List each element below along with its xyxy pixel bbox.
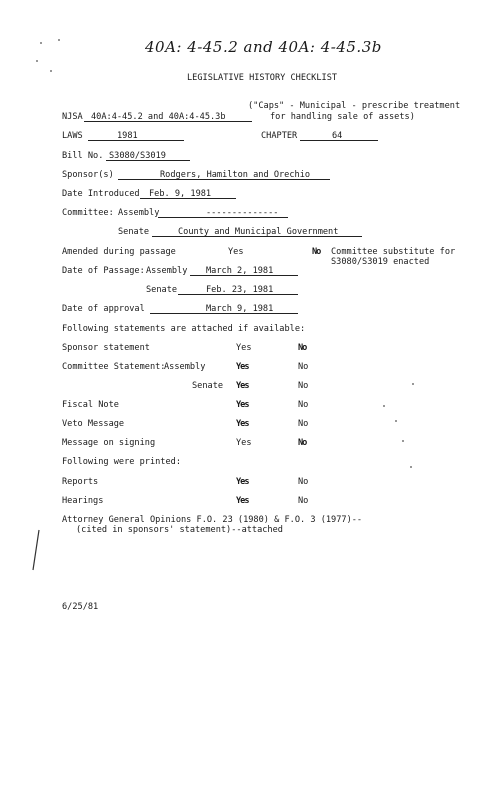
- statement-label: Fiscal Note: [62, 400, 119, 410]
- scan-speck: [383, 405, 385, 407]
- statement-yes-struck: Yes: [236, 400, 249, 410]
- passage-assembly-value: March 2, 1981: [206, 266, 274, 276]
- printed-yes-struck: Yes: [236, 477, 249, 487]
- statement-label: Veto Message: [62, 419, 125, 429]
- statement-label: Committee Statement:: [62, 362, 166, 372]
- amended-note-line1: Committee substitute for: [331, 247, 456, 257]
- scan-speck: [50, 70, 52, 72]
- statement-no-struck: No: [298, 343, 307, 353]
- scan-speck: [410, 466, 412, 468]
- opinions-line2: (cited in sponsors' statement)--attached: [76, 525, 283, 535]
- passage-assembly-label: Assembly: [146, 266, 188, 276]
- passage-senate-label: Senate: [146, 285, 178, 295]
- statement-no-struck: No: [298, 438, 307, 448]
- sponsors-value: Rodgers, Hamilton and Orechio: [160, 170, 311, 180]
- statement-yes: Yes: [236, 438, 252, 448]
- amended-yes: Yes: [228, 247, 244, 257]
- amended-note-line2: S3080/S3019 enacted: [331, 257, 430, 267]
- scan-speck: [402, 440, 404, 442]
- statement-yes-struck: Yes: [236, 419, 249, 429]
- printed-no: No: [298, 496, 309, 506]
- footer-date: 6/25/81: [62, 602, 99, 612]
- statement-yes: Yes: [236, 343, 252, 353]
- njsa-note-line1: ("Caps" - Municipal - prescribe treatment: [248, 101, 461, 111]
- date-introduced-value: Feb. 9, 1981: [149, 189, 212, 199]
- handwritten-statute-reference: 40A: 4-45.2 and 40A: 4-45.3b: [145, 38, 382, 56]
- statement-label: Sponsor statement: [62, 343, 150, 353]
- bill-label: Bill No.: [62, 151, 104, 161]
- statement-sub-label: Assembly: [164, 362, 206, 372]
- committee-label: Committee:: [62, 208, 114, 218]
- approval-value: March 9, 1981: [206, 304, 274, 314]
- njsa-label: NJSA: [62, 112, 83, 122]
- njsa-value: 40A:4-45.2 and 40A:4-45.3b: [91, 112, 226, 122]
- bill-value: S3080/S3019: [109, 151, 166, 161]
- passage-label: Date of Passage:: [62, 266, 145, 276]
- sponsors-label: Sponsor(s): [62, 170, 114, 180]
- printed-label: Reports: [62, 477, 99, 487]
- approval-label: Date of approval: [62, 304, 145, 314]
- page-title: LEGISLATIVE HISTORY CHECKLIST: [187, 73, 338, 83]
- passage-senate-value: Feb. 23, 1981: [206, 285, 274, 295]
- statement-no: No: [298, 400, 309, 410]
- committee-senate-value: County and Municipal Government: [178, 227, 339, 237]
- njsa-note-line2: for handling sale of assets): [270, 112, 415, 122]
- amended-no-struck: No: [312, 247, 321, 257]
- statement-no: No: [298, 381, 309, 391]
- amended-label: Amended during passage: [62, 247, 176, 257]
- statement-no: No: [298, 419, 309, 429]
- chapter-value: 64: [332, 131, 343, 141]
- printed-yes-struck: Yes: [236, 496, 249, 506]
- date-introduced-label: Date Introduced: [62, 189, 140, 199]
- printed-header: Following were printed:: [62, 457, 181, 467]
- committee-assembly-value: --------------: [206, 208, 279, 218]
- attached-header: Following statements are attached if available:: [62, 324, 306, 334]
- scan-speck: [58, 39, 60, 41]
- scan-speck: [395, 420, 397, 422]
- chapter-label: CHAPTER: [261, 131, 298, 141]
- scan-speck: [40, 42, 42, 44]
- committee-senate-label: Senate: [118, 227, 150, 237]
- laws-value: 1981: [117, 131, 138, 141]
- statement-sub-label: Senate: [192, 381, 224, 391]
- statement-yes-struck: Yes: [236, 362, 249, 372]
- opinions-line1: Attorney General Opinions F.O. 23 (1980) & F.O. 3 (1977)--: [62, 515, 363, 525]
- scan-speck: [412, 383, 414, 385]
- committee-assembly-label: Assembly: [118, 208, 160, 218]
- scan-speck: [36, 60, 38, 62]
- statement-label: Message on signing: [62, 438, 156, 448]
- printed-no: No: [298, 477, 309, 487]
- printed-label: Hearings: [62, 496, 104, 506]
- margin-pen-mark: [30, 528, 42, 572]
- statement-no: No: [298, 362, 309, 372]
- statement-yes-struck: Yes: [236, 381, 249, 391]
- laws-label: LAWS: [62, 131, 83, 141]
